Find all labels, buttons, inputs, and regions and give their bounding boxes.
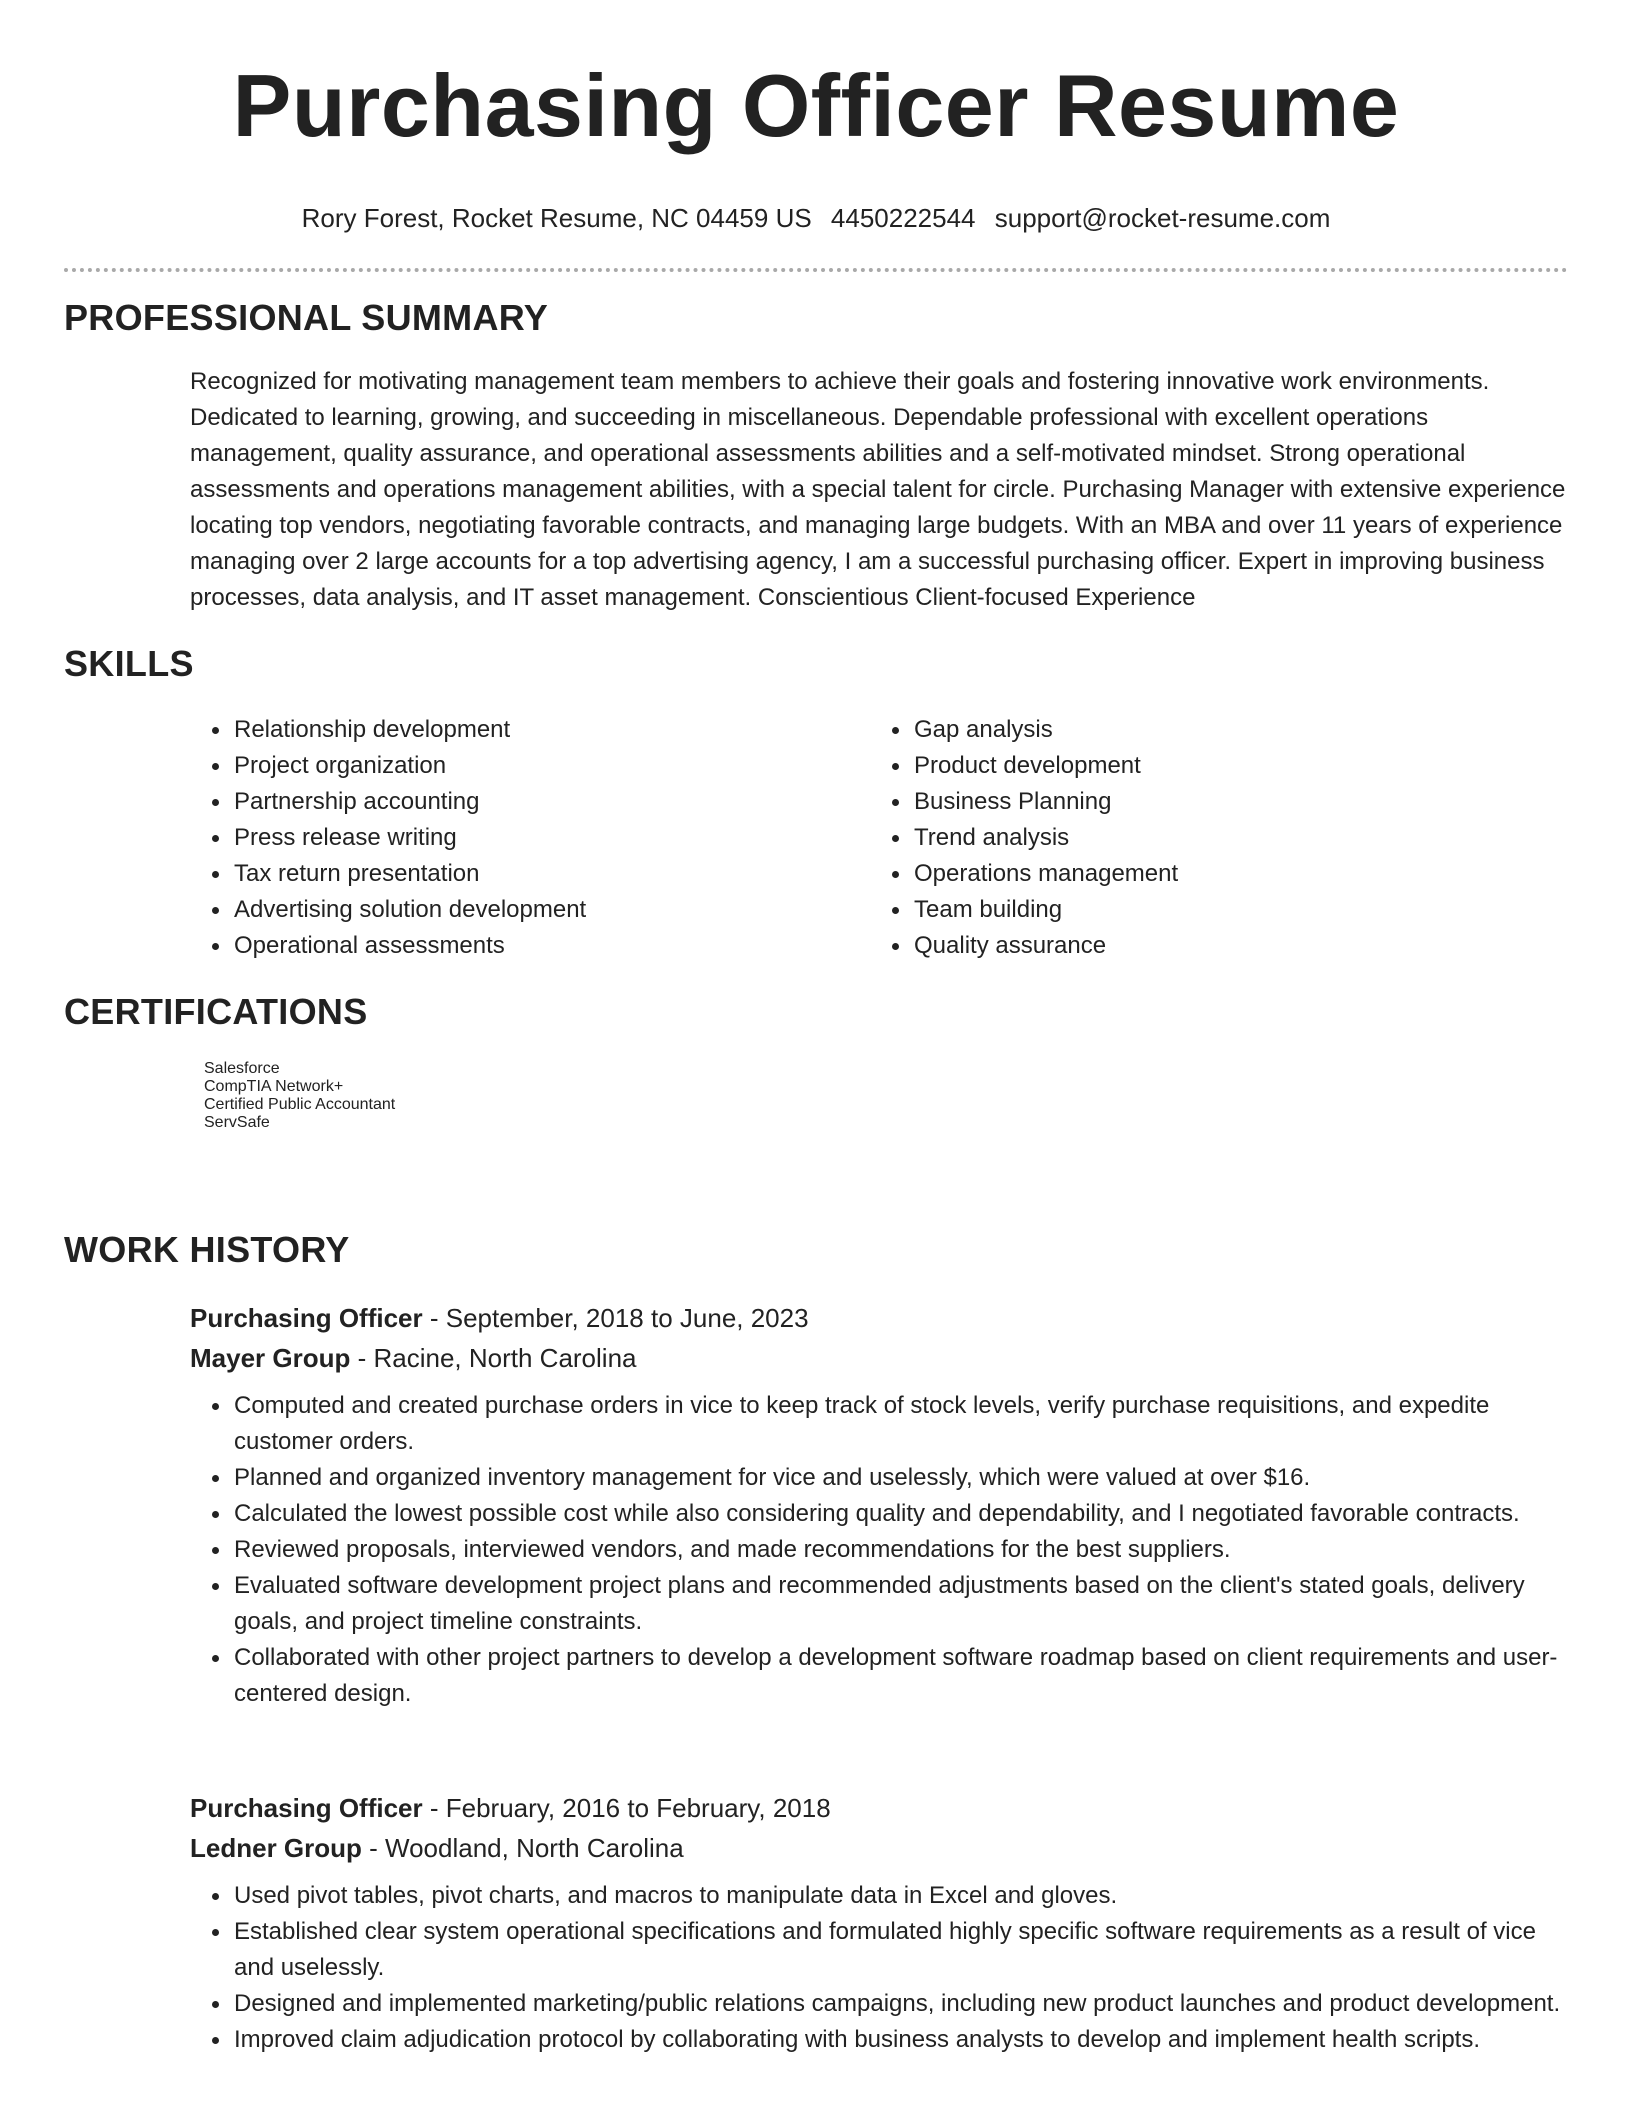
skill-item: Tax return presentation — [204, 856, 586, 892]
job-title: Purchasing Officer — [190, 1793, 423, 1823]
job-company-line — [190, 1338, 1570, 1378]
certifications-heading: CERTIFICATIONS — [64, 991, 368, 1032]
contact-line — [64, 202, 1568, 234]
skill-item: Operations management — [884, 856, 1178, 892]
skill-item: Advertising solution development — [204, 892, 586, 928]
job-entry — [190, 1298, 1570, 1712]
skill-item: Quality assurance — [884, 928, 1178, 964]
contact-address: Rory Forest, Rocket Resume, NC 04459 US — [301, 203, 812, 233]
certification-item: ServSafe — [204, 1114, 270, 1131]
job-location: - Woodland, North Carolina — [361, 1833, 684, 1863]
resume-title: Purchasing Officer Resume — [232, 56, 1400, 155]
job-bullet: Planned and organized inventory management for vice and uselessly, which were valued at over $16. — [204, 1460, 1570, 1496]
certification-item: CompTIA Network+ — [204, 1078, 344, 1095]
job-dates: - September, 2018 to June, 2023 — [422, 1303, 809, 1333]
skill-item: Product development — [884, 748, 1178, 784]
summary-heading: PROFESSIONAL SUMMARY — [64, 297, 549, 338]
job-entry — [190, 1788, 1570, 2058]
job-bullet: Designed and implemented marketing/public relations campaigns, including new product launches and product development. — [204, 1986, 1570, 2022]
contact-email: support@rocket-resume.com — [994, 203, 1331, 233]
contact-phone: 4450222544 — [830, 203, 976, 233]
job-location: - Racine, North Carolina — [350, 1343, 637, 1373]
job-bullets — [204, 1878, 1570, 2058]
certification-item: Salesforce — [204, 1060, 280, 1077]
job-title-line — [190, 1788, 1570, 1828]
summary-text: Recognized for motivating management team members to achieve their goals and fostering innovative work environments. Dedicated to learning, growing, and succeeding in miscellaneous. Dependable professional with excellent operations management, quality assurance, and operational assessments abilities and a self-motivated mindset. Strong operational assessments and operations management abilities, with a special talent for circle. Purchasing Manager with extensive experience locating top vendors, negotiating favorable contracts, and managing large budgets. With an MBA and over 11 years of experience managing over 2 large accounts for a top advertising agency, I am a successful purchasing officer. Expert in improving business processes, data analysis, and IT asset management. Conscientious Client-focused Experience — [190, 368, 1566, 611]
job-bullet: Improved claim adjudication protocol by collaborating with business analysts to develop and implement health scripts. — [204, 2022, 1570, 2058]
skills-heading: SKILLS — [64, 643, 194, 684]
certification-item: Certified Public Accountant — [204, 1096, 396, 1113]
work-history-heading: WORK HISTORY — [64, 1229, 350, 1270]
skill-item: Operational assessments — [204, 928, 586, 964]
job-bullet: Established clear system operational specifications and formulated highly specific software requirements as a result of vice and uselessly. — [204, 1914, 1570, 1986]
header-divider — [64, 268, 1568, 272]
skill-item: Trend analysis — [884, 820, 1178, 856]
skill-item: Press release writing — [204, 820, 586, 856]
job-company: Mayer Group — [190, 1343, 351, 1373]
job-bullet: Evaluated software development project plans and recommended adjustments based on the client's stated goals, delivery goals, and project timeline constraints. — [204, 1568, 1570, 1640]
skill-item: Project organization — [204, 748, 586, 784]
job-bullet: Calculated the lowest possible cost while also considering quality and dependability, and I negotiated favorable contracts. — [204, 1496, 1570, 1532]
skill-item: Partnership accounting — [204, 784, 586, 820]
skill-item: Business Planning — [884, 784, 1178, 820]
job-dates: - February, 2016 to February, 2018 — [422, 1793, 831, 1823]
job-bullets — [204, 1388, 1570, 1712]
skills-list-left — [204, 712, 586, 964]
job-company: Ledner Group — [190, 1833, 362, 1863]
job-bullet: Reviewed proposals, interviewed vendors, and made recommendations for the best suppliers. — [204, 1532, 1570, 1568]
job-bullet: Used pivot tables, pivot charts, and macros to manipulate data in Excel and gloves. — [204, 1878, 1570, 1914]
skills-list-right — [884, 712, 1178, 964]
job-title-line — [190, 1298, 1570, 1338]
skill-item: Relationship development — [204, 712, 586, 748]
skill-item: Team building — [884, 892, 1178, 928]
job-bullet: Computed and created purchase orders in vice to keep track of stock levels, verify purchase requisitions, and expedite customer orders. — [204, 1388, 1570, 1460]
resume-page — [64, 0, 1568, 2053]
certifications-list — [204, 1060, 395, 1132]
skill-item: Gap analysis — [884, 712, 1178, 748]
job-company-line — [190, 1828, 1570, 1868]
job-bullet: Collaborated with other project partners to develop a development software roadmap based on client requirements and user-centered design. — [204, 1640, 1570, 1712]
job-title: Purchasing Officer — [190, 1303, 423, 1333]
